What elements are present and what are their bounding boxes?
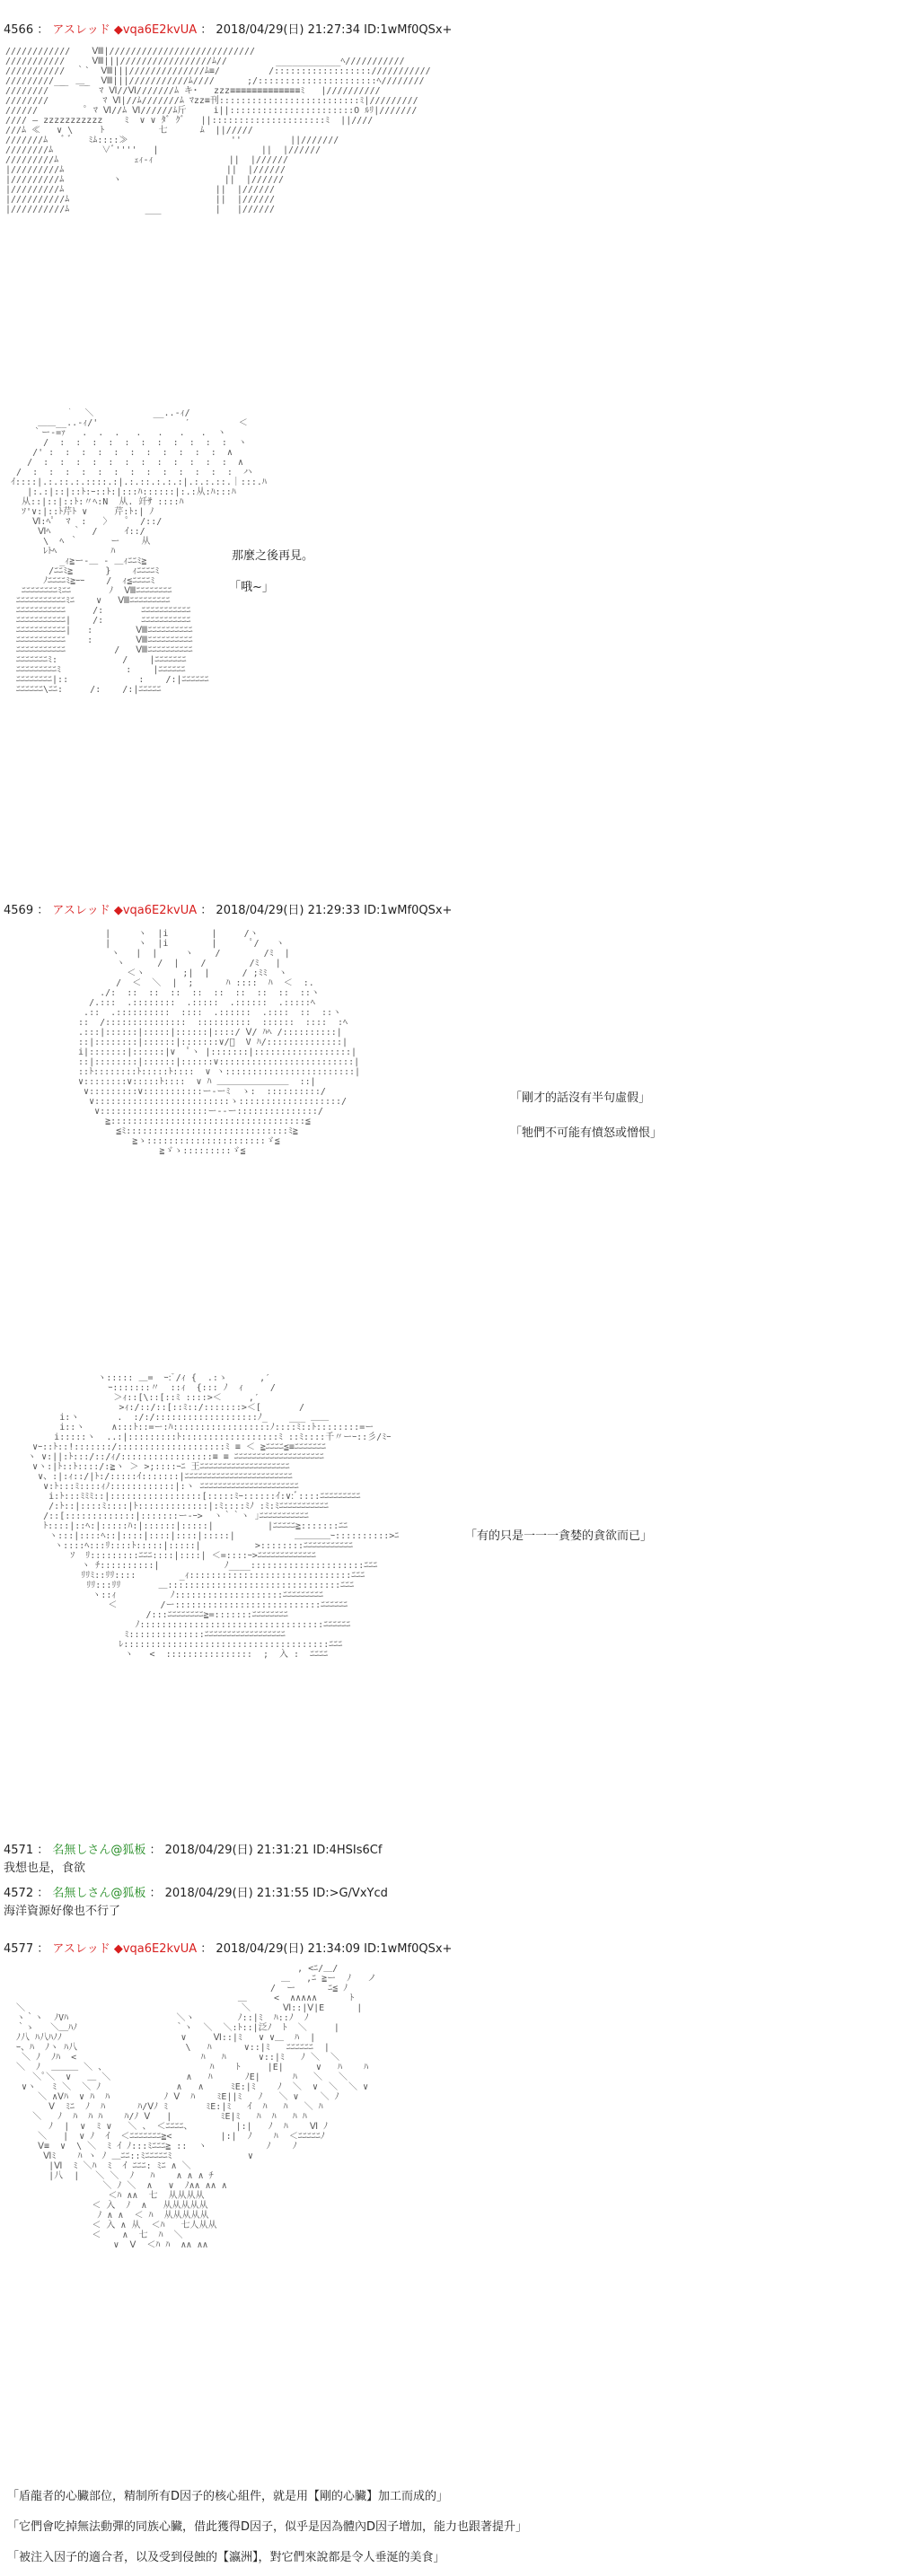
post-number[interactable]: 4566 [4, 23, 34, 37]
post-trip: ◆vqa6E2kvUA [113, 23, 198, 37]
post-meta: 2018/04/29(日) 21:29:33 ID:1wMf0QSx+ [216, 904, 453, 917]
dialog-text-3: 「剛才的話沒有半句虛假」 [510, 1091, 651, 1105]
post-meta: 2018/04/29(日) 21:34:09 ID:1wMf0QSx+ [216, 1942, 453, 1956]
bottom-dialog-2: 「它們會吃掉無法動彈的同族心臟，借此獲得D因子，似乎是因為體內D因子增加，能力也跟著提升」 [7, 2520, 528, 2534]
reply-body-4571: 我想也是，食欲 [4, 1862, 86, 1875]
post-author-name: 名無しさん@狐板 [52, 1844, 146, 1857]
dialog-text-5: 「有的只是一一一貪婪的貪欲而已」 [465, 1529, 653, 1543]
post-header-4577: 4577 ： アスレッド ◆vqa6E2kvUA ： 2018/04/29(日) 21:34:09 ID:1wMf0QSx+ [4, 1942, 453, 1956]
post-author-name: 名無しさん@狐板 [52, 1887, 146, 1900]
post-meta: 2018/04/29(日) 21:31:21 ID:4HSIs6Cf [164, 1844, 383, 1857]
ascii-art-1: //////////// Ⅷ|/////////////////////////// /////////// Ⅷ|||/////////////////ﾑ// ____________ﾍ/////////// /////////// ｀` Ⅷ|||//////////////ﾑ≡/ /:::::::::::::::::://///////// /////////__ ＿_ Ⅷ|||///////////ﾑ//// ;/::::::::::::::::::::::ﾍ//////// //////// ￣ ￣ ﾏ Ⅵ//Ⅵ///////ﾑ キ･ zzz≡≡≡≡≡≡≡≡≡≡≡≡≡ﾐ |////////// //////// ﾏ Ⅵ|//ﾑ///////ﾑ ﾏzz≡刊::::::::::::::::::::::::::ﾐ|///////// ////// ﾟ ﾏ Ⅵ//ﾑ Ⅵ//////ﾑ斤 i||:::::::::::::::::::::::O ﾙﾘ|/////// //// ― zzzzzzzzzzz ﾐ ∨ ∨ ﾀﾞ ｸﾞ ||:::::::::::::::::::::ﾐ ||//// ///ﾑ ≪ ∨ \ ﾄ 七 ﾑ ||///// ///////ﾑ ﾞ ﾞ ﾐﾑ::::≫ '' ||/////// ////////ﾑ ∨ﾞ'''' | || |////// /////////ﾑ ｪｨ-ｨ || |////// |/////////ﾑ || |////// |/////////ﾑ ヽ || |////// |/////////ﾑ || |////// |//////////ﾑ || |////// |//////////ﾑ ___ | |////// [5, 47, 431, 215]
post-header-4571: 4571 ： 名無しさん@狐板 ： 2018/04/29(日) 21:31:21 ID:4HSIs6Cf [4, 1844, 383, 1857]
post-number[interactable]: 4569 [4, 904, 34, 917]
bottom-dialog-1: 「盾龍者的心臟部位，精制所有D因子的核心組件，就是用【剛的心臟】加工而成的」 [7, 2490, 449, 2503]
ascii-art-5: , <ﾆ/＿/ ＿ ,ﾆ ≧ー ﾉ ノ / ー ﾆ≦ ﾉ ＿ < ∧∧∧∧∧ ﾄ ＼ ＼ Ⅵ::|Ⅴ|E | ヽ｀ヽ ﾉVﾊ ＼ヽ ﾉ::|ﾐ ﾊ::ﾉ ﾉ ｀ゝ ＼＿ﾊﾉ ｀ヽ ＼ ＼:ﾄ::|泛ﾉ ﾄ ＼ | ﾉ八 ﾊ八ﾊﾉﾉ ∨ Ⅵ::|ﾐ ∨ ∨＿ ﾊ | ｰ、ﾊ ﾉヽ ﾊ八 \ ﾊ ∨::|ﾐ ﾆﾆﾆﾆﾆﾆ | ＼ ﾉ ﾉﾊ < ﾊ ﾊ ∨::|ﾐ ﾉ ＼ ＼ ＼ ﾉ ＿＿＿ ＼ 、 ﾊ ﾄ |E| ∨ ﾊ ﾊ ＼ﾟ＼ ∨ ＿ ＼ ∧ ﾊ ﾉE| ﾊ ＼ ＼ ∨ヽ ﾐ ＼ ＼ ﾉ ∧ ∧ ﾐE:|ﾐ ﾉ ＼ ∨ ＼ ＼ ∨ ＼ ∧Ⅴﾊ ∨ ﾊ ﾊ ﾉ Ⅴ ﾊ ﾐE||ﾐ ﾉ ＼ ∨ ＼ ﾉ Ⅴ ﾐﾆ ﾉ ﾊ ﾊ/Ⅴﾉ ﾐ ﾐE:|ﾐ ｲ ﾊ ﾊ ＼ ﾊ ＼ ﾉ ﾊ ﾊ ﾊ ﾊ/ﾉ Ⅴ | ﾐE|ﾐ ﾊ ﾊ ﾊ ﾊ ﾉ | ∨ ﾐ ∨ ＼ 、 ＜ﾆﾆﾆﾆ、 |:| ﾉ ﾊ Ⅵ ﾉ ＼ | ∨ ﾉ ｲ ＜ﾆﾆﾆﾆﾆﾆﾆ≧< |:| ﾉ ﾊ ＜ﾆﾆﾆﾆﾆﾉ Ⅴ≡ ∨ \ ＼ ﾐ ｲ ﾉ:::ﾐﾆﾆﾆ≧ :: ヽ ﾉ ﾉ Ⅵﾐ ﾊ ヽ ﾉ ＿ﾆﾆ::ﾐﾆﾆﾆﾆﾆﾐ ∨ |Ⅵ ﾐ ＼ﾊ ﾐ ｲ ﾆﾆﾆ: ﾐﾆ ∧ ＼ |八 | ＼ ＼ ﾉ ﾊ ∧ ∧ ∧ ﾁ ＼ ﾉ ＼ ∧ ∨ ﾉ∧∧ ∧∧ ∧ ＜ﾊ ∧∧ 七 从从从从 ＜ 入 ﾉ ∧ 从从从从从 ﾉ ∧ ∧ ＜ ﾊ 从从从从从 ＜ 入 ∧ 从 ＜ﾊ 七人从从 ＜ ∧ 七 ﾊ ＼ ∨ Ⅴ ＜ﾊ ﾊ ∧∧ ∧∧ [16, 1964, 377, 2250]
ascii-art-2: ｀ ＼ __..-ｨ/ ＿＿__..-ｨ/' ′ ＜ ｀ー-=ｧ . . . . . . . ヽ / : : : : : : : : : : : ヽ /' : : : : : : : : : : : ∧ / : : : : : : : : : : : : ∧ / : : : : : : : : : : : : : ハ ｲ::::|.:.::.:.::::.:|.:.::.:.:.:|.:.:.::.｜:::.ﾊ |:.:|::|::ﾄ:ｰ::ﾄ:|:::ﾊ::::::|:.:从:ﾊ:::ﾊ 从::|::|::ﾄ:〃ﾍ:N 从. 竏ｻ ::::ﾊ ｿ'∨:|::ﾄ芹ﾄ ∨ 芹:ﾄ:| ﾉ Ⅵ:ﾍﾟ ﾏ : 〉 ﾟ /::/ Ⅵﾍ ｀ / ｲ::/ \ ﾍ ｀ ー 从 ﾚﾄﾍ ﾊ _ｨ≧ー-＿ ‐ ＿ｨﾆﾆﾐ≧ /ﾆﾆﾐ≧ } ｨﾆﾆﾆﾆﾐ ﾉﾆﾆﾆﾆﾐ≧ｰｰ / ｨ≦ﾆﾆﾆﾆﾐ ﾆﾆﾆﾆﾆﾆﾆﾆﾐﾆﾆ ﾉ Ⅷﾆﾆﾆﾆﾆﾆﾆﾆ ﾆﾆﾆﾆﾆﾆﾆﾆﾆﾆﾆﾐﾆ ∨ Ⅷﾆﾆﾆﾆﾆﾆﾆﾆﾆ ﾆﾆﾆﾆﾆﾆﾆﾆﾆﾆﾆ /: ﾆﾆﾆﾆﾆﾆﾆﾆﾆﾆﾆ ﾆﾆﾆﾆﾆﾆﾆﾆﾆﾆﾆ| /: ﾆﾆﾆﾆﾆﾆﾆﾆﾆﾆﾆ ﾆﾆﾆﾆﾆﾆﾆﾆﾆﾆﾆ| : Ⅷﾆﾆﾆﾆﾆﾆﾆﾆﾆﾆ ﾆﾆﾆﾆﾆﾆﾆﾆﾆﾆﾆ : Ⅷﾆﾆﾆﾆﾆﾆﾆﾆﾆﾆ ﾆﾆﾆﾆﾆﾆﾆﾆﾆﾆﾆ / Ⅷﾆﾆﾆﾆﾆﾆﾆﾆﾆﾆ ﾆﾆﾆﾆﾆﾆﾆﾐ: / |ﾆﾆﾆﾆﾆﾆﾆ ﾆﾆﾆﾆﾆﾆﾆﾆﾆﾐ : |ﾆﾆﾆﾆﾆﾆ ﾆﾆﾆﾆﾆﾆﾆﾆ|:: : /:|ﾆﾆﾆﾆﾆﾆ ﾆﾆﾆﾆﾆﾆ\ﾆﾆ: /: /:|ﾆﾆﾆﾆﾆ [11, 408, 267, 695]
post-trip: ◆vqa6E2kvUA [113, 904, 198, 917]
post-number[interactable]: 4577 [4, 1942, 34, 1956]
dialog-text-4: 「牠們不可能有憤怒或憎恨」 [510, 1126, 663, 1140]
post-meta: 2018/04/29(日) 21:27:34 ID:1wMf0QSx+ [216, 23, 453, 37]
post-meta: 2018/04/29(日) 21:31:55 ID:>G/VxYcd [164, 1887, 388, 1900]
reply-body-4572: 海洋資源好像也不行了 [4, 1905, 121, 1918]
ascii-art-3: | ヽ |i | /ヽ | ヽ |i | ﾟ/ ヽ ヽ | | ヽ / /ﾐ | ヽ / | / /ﾐ | ＜ヽ ;| | / ;ﾐﾐ ヽ / ＜ ＼ | ; ﾊ :::: ﾊ ＜ :. ./: :: :: :: :: :: :: :: :: ::ヽ /.::: .:::::::: .::::: .:::::: .:::::ﾍ .:: .:::::::::: :::: .:::::: .:::: :: ::ヽ :: /::::::::::::::: :::::::::: :::::: :::: :ﾍ .:::|::::::|:::::|::::::|::::/ Ⅴ/ ﾊﾍ /::::::::::| ::|::::::::|::::::|:::::::∨/ﾞ V ﾊ/::::::::::::::| i|:::::::|::::::|∨ ﾟヽ |:::::::|::::::::::::::::::| ::|::::::::|::::::|::::::∨:::::::::::::::::::::::::| ::ﾄ::::::::ﾄ:::::ﾄ:::: ∨ ヽ::::::::::::::::::::::::| ∨::::::::∨:::::ﾄ:::: ∨ ﾊ ＿＿＿＿＿＿＿＿ ::| ∨:::::::::∨:::::::::::ー-ーﾐ ゝ: ::::::::::/ ∨:::::::::::::::::::::::::ゝ:::::::::::::::::::/ ∨::::::::::::::::::::ー--ー:::::::::::::::/ ≧::::::::::::::::::::::::::::::::::::≦ ≦ﾐ::::::::::::::::::::::::::::::ﾐ≧ ≧ゝ::::::::::::::::::::::ゞ≦ ≧ゞゝ:::::::::ゞ≦ [78, 929, 361, 1156]
post-author-name: アスレッド [52, 904, 110, 917]
dialog-text-2: 「哦~」 [229, 581, 274, 594]
dialog-text-1: 那麼之後再見。 [232, 549, 314, 563]
post-trip: ◆vqa6E2kvUA [113, 1942, 198, 1956]
post-number[interactable]: 4572 [4, 1887, 34, 1900]
post-author-name: アスレッド [52, 1942, 110, 1956]
post-header-4572: 4572 ： 名無しさん@狐板 ： 2018/04/29(日) 21:31:55 ID:>G/VxYcd [4, 1887, 388, 1900]
bottom-dialog-3: 「被注入因子的適合者，以及受到侵蝕的【瀛洲】，對它們來說都是令人垂涎的美食」 [7, 2551, 445, 2564]
post-header-4569: 4569 ： アスレッド ◆vqa6E2kvUA ： 2018/04/29(日) 21:29:33 ID:1wMf0QSx+ [4, 904, 453, 917]
post-header-4566: 4566 ： アスレッド ◆vqa6E2kvUA ： 2018/04/29(日) 21:27:34 ID:1wMf0QSx+ [4, 23, 453, 37]
post-number[interactable]: 4571 [4, 1844, 34, 1857]
post-author-name: アスレッド [52, 23, 110, 37]
ascii-art-4: ヽ::::: ＿= ｰ:ﾞ/ｨ { .:ゝ ,′ ｰ:::::::〃 ::ｨ {::: ﾉ ｨ / ＞ｨ::[\::[::ﾐ ::::>＜ ,′ >ｨ:/::/::[::ﾐ::/:::::::>＜[ / i:ヽ . :/:/:::::::::::::::::::ﾉ_ ___ ＿＿ i::ヽ ∧:::ﾄ::=ー:ﾊ::::::::::::::::::ﾉ::::ﾐ::ﾄ::::::::=ー i:::::ヽ ..:|:::::::::ﾄ::::::::::::::::::ﾐ ::ﾐ::::千〃ーｰ::彡/ﾐｰ ∨ｰ::ﾄ::!:::::::/::::::::::::::::::::ﾐ ≡ ＜ ≧ﾆﾆﾆﾆ≦≡ﾆﾆﾆﾆﾆﾆﾆ ヽ ∨:||:ﾄ:::/::/ｨ/:::::::::::::::::≡ ≡ ﾆﾆﾆﾆﾆﾆﾆﾆﾆﾆﾆﾆﾆﾆﾆﾆﾆﾆﾆﾆ ∨ヽ:|ﾄ::ﾄ::::/:≧ヽ ＞ >;::::ｰﾆ 王ﾆﾆﾆﾆﾆﾆﾆﾆﾆﾆﾆﾆﾆﾆﾆﾆﾆﾆﾆﾆ ∨、:|:ｨ::/|ﾄ:/:::::ｲ:::::::|ﾆﾆﾆﾆﾆﾆﾆﾆﾆﾆﾆﾆﾆﾆﾆﾆﾆﾆﾆﾆﾆﾆﾆﾆ ∨:ﾄ:::ﾐ::::ｨﾉ::::::::::::|:ヽ ﾆﾆﾆﾆﾆﾆﾆﾆﾆﾆﾆﾆﾆﾆﾆﾆﾆﾆﾆﾆﾆﾆ i:ﾄ:::ﾐﾐﾐ::|:::::::::::::::::[:::::ﾐｰ::::::ｲ:∨:ﾞ::::ﾆﾆﾆﾆﾆﾆﾆﾆﾆ /:ﾄ::|::::ﾐ::::|ﾄ:::::::::::::|:ﾐ::::ﾐﾉ :ﾐ:ﾐﾆﾆﾆﾆﾆﾆﾆﾆﾆﾆﾆ /::[:::::::::::::|:::::::ー-ｰ> ヽ｀｀ヽ ｣ﾆﾆﾆﾆﾆﾆﾆﾆﾆﾆﾆ ﾄ::::|::ﾍ:|:::::ﾊ:|::::::|:::::| |ﾆﾆﾆﾆﾆ≧:::::::ﾆﾆ ヽ:::|::::ﾍ::|::::|::::|::::|:::::| ＿＿＿＿ｰ::::::::::>ﾆ ヽ::::ﾍ:::ﾘ::::ﾄ:::::|:::::| >::::::::ﾆﾆﾆﾆﾆﾆﾆﾆﾆﾆﾆ ｿ ﾘ:::::::::ﾆﾆﾆ::::|::::| ＜=::::ｰ>ﾆﾆﾆﾆﾆﾆﾆﾆﾆﾆﾆﾆﾆ ヽ ﾁ::::::::::| ﾉ____:::::::::::::::::::::ﾆﾆﾆ ﾘﾘﾐ::ﾘﾘ:::: _ｨ::::::::::::::::::::::::::::::ﾆﾆﾆ ﾘﾘ:::ﾘﾘ ＿::::::::::::::::::::::::::::::::ﾆﾆﾆ ヽ::ｨ ﾉ::::::::::::::::::::ﾆﾆﾆﾆﾆﾆﾆﾆﾆ ＜ /ー:::::::::::::::::::::::::::ﾆﾆﾆﾆﾆﾆ /:::ﾆﾆﾆﾆﾆﾆﾆﾆ≧=:::::::ﾆﾆﾆﾆﾆﾆﾆﾆ ﾉ::::::::::::::::::::::::::::::::::ﾆﾆﾆﾆﾆﾆ ﾐ::::::::::::::ﾆﾆﾆﾆﾆﾆﾆﾆﾆﾆﾆﾆﾆﾆﾆﾆﾆﾆ ﾚ::::::::::::::::::::::::::::::::::::::ﾆﾆﾆ ヽ < :::::::::::::::: ; 入 : ﾆﾆﾆﾆ [27, 1373, 400, 1660]
